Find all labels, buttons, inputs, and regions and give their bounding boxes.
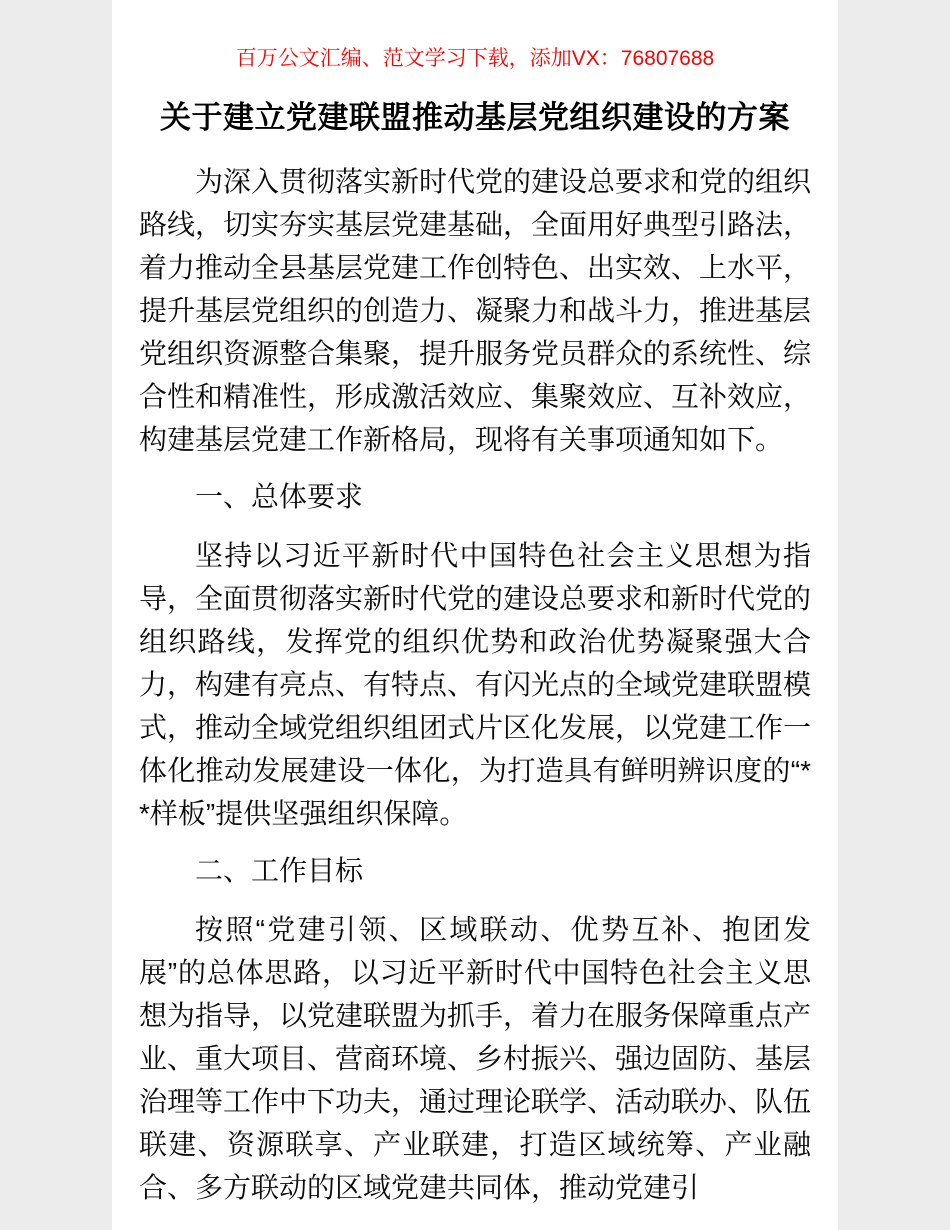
section-heading-work-goals: 二、工作目标 — [195, 855, 364, 886]
document-page — [112, 0, 838, 1230]
header-notice: 百万公文汇编、范文学习下载，添加VX：76807688 — [235, 47, 715, 70]
paragraph-intro: 为深入贯彻落实新时代党的建设总要求和党的组织路线，切实夯实基层党建基础，全面用好典型引路法，着力推动全县基层党建工作创特色、出实效、上水平，提升基层党组织的创造力、凝聚力和战斗力，推进基层党组织资源整合集聚，提升服务党员群众的系统性、综合性和精准性，形成激活效应、集聚效应、互补效应，构建基层党建工作新格局，现将有关事项通知如下。 — [139, 166, 812, 455]
paragraph-overall-requirements: 坚持以习近平新时代中国特色社会主义思想为指导，全面贯彻落实新时代党的建设总要求和新时代党的组织路线，发挥党的组织优势和政治优势凝聚强大合力，构建有亮点、有特点、有闪光点的全域党建联盟模式，推动全域党组织组团式片区化发展，以党建工作一体化推动发展建设一体化，为打造具有鲜明辨识度的“**样板”提供坚强组织保障。 — [139, 540, 812, 829]
section-heading-overall-requirements: 一、总体要求 — [195, 481, 364, 512]
paragraph-work-goals: 按照“党建引领、区域联动、优势互补、抱团发展”的总体思路，以习近平新时代中国特色社会主义思想为指导，以党建联盟为抓手，着力在服务保障重点产业、重大项目、营商环境、乡村振兴、强边固防、基层治理等工作中下功夫，通过理论联学、活动联办、队伍联建、资源联享、产业联建，打造区域统筹、产业融合、多方联动的区域党建共同体，推动党建引 — [139, 914, 812, 1203]
document-title: 关于建立党建联盟推动基层党组织建设的方案 — [160, 100, 790, 135]
